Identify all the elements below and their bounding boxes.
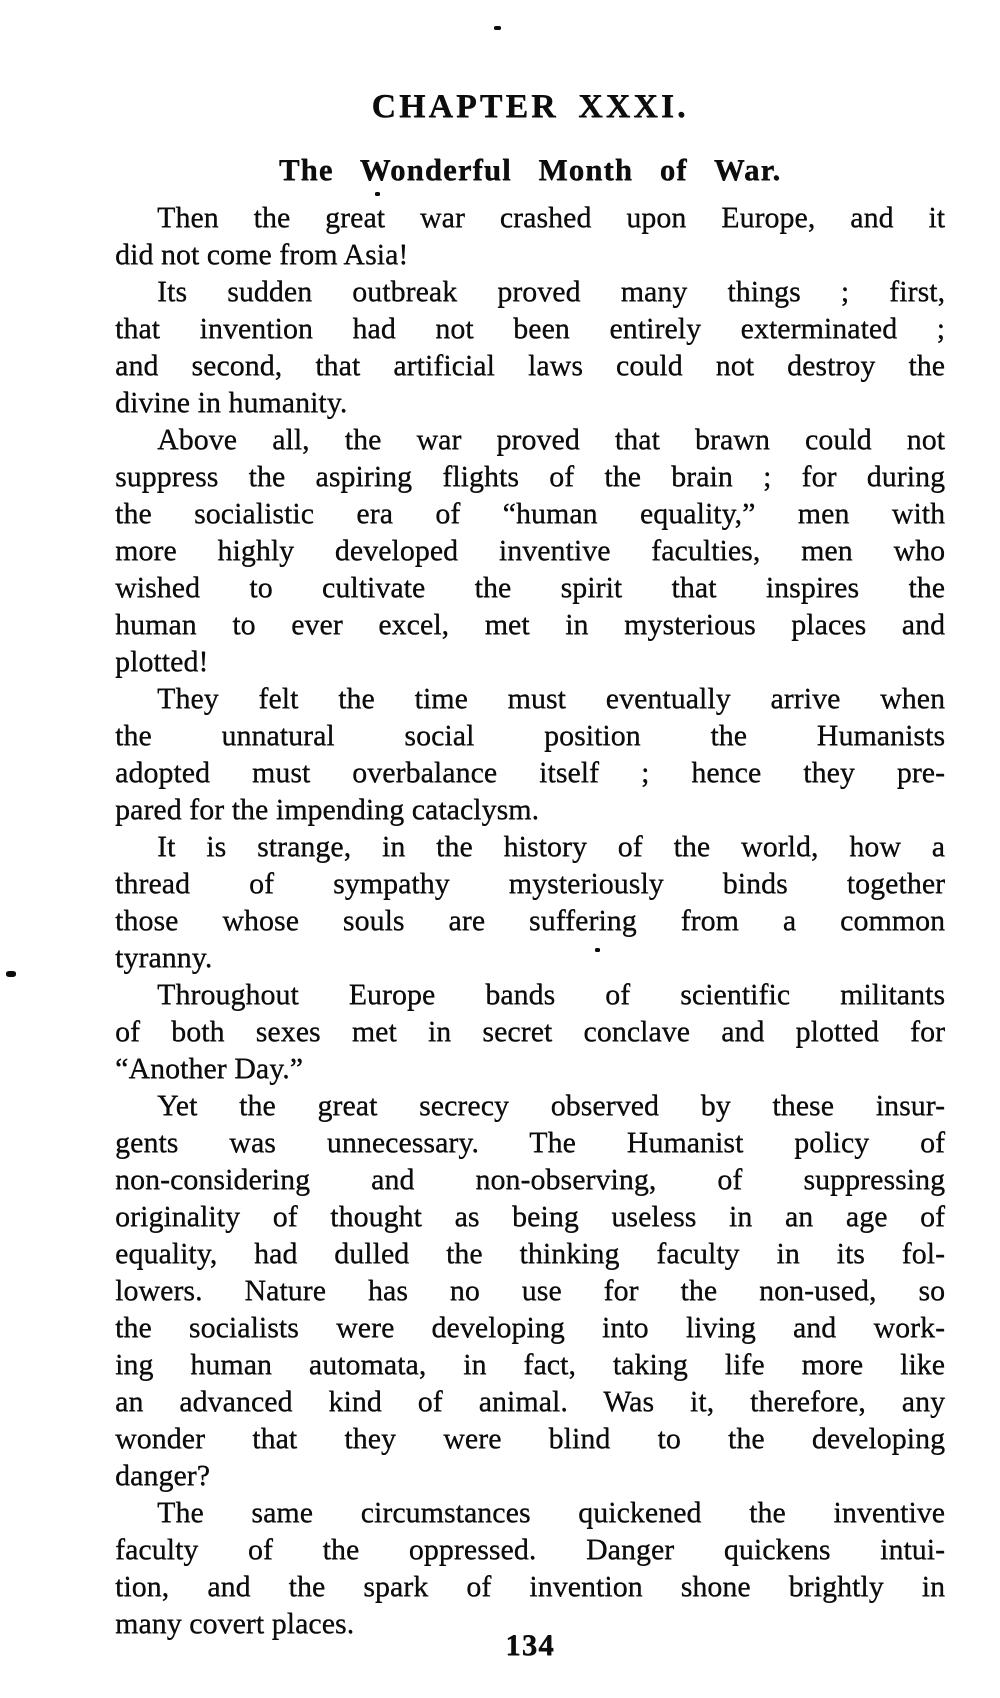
- text-line: and second, that artificial laws could not destroy the: [115, 349, 945, 382]
- text-line: wished to cultivate the spirit that inspires the: [115, 571, 945, 604]
- paragraph: [115, 421, 945, 680]
- paragraph: [115, 680, 945, 828]
- scan-speck: [494, 26, 501, 30]
- paragraph: [115, 976, 945, 1087]
- chapter-subtitle: The Wonderful Month of War.: [278, 152, 782, 187]
- text-line: thread of sympathy mysteriously binds together: [115, 867, 945, 900]
- paragraph: [115, 273, 945, 421]
- scan-speck: [595, 948, 600, 952]
- text-line: adopted must overbalance itself ; hence they pre-: [115, 756, 945, 789]
- text-line: Throughout Europe bands of scientific militants: [157, 978, 945, 1011]
- text-line: tion, and the spark of invention shone brightly in: [115, 1570, 945, 1603]
- paragraph: [115, 1087, 945, 1494]
- text-line: non-considering and non-observing, of suppressing: [115, 1163, 945, 1196]
- chapter-heading: CHAPTER XXXI.: [371, 88, 689, 125]
- text-line: the socialists were developing into living and work-: [115, 1311, 945, 1344]
- text-line: Yet the great secrecy observed by these insur-: [157, 1089, 945, 1122]
- text-line: the unnatural social position the Humanists: [115, 719, 945, 752]
- text-line: wonder that they were blind to the developing: [115, 1422, 945, 1455]
- paragraph: [115, 828, 945, 976]
- text-line: faculty of the oppressed. Danger quickens intui-: [115, 1533, 945, 1566]
- text-line: suppress the aspiring flights of the brain ; for during: [115, 460, 945, 493]
- scan-speck: [6, 971, 16, 977]
- text-line: plotted!: [115, 645, 209, 678]
- text-line: ing human automata, in fact, taking life more like: [115, 1348, 945, 1381]
- text-line: originality of thought as being useless in an age of: [115, 1200, 945, 1233]
- text-line: Then the great war crashed upon Europe, and it: [157, 201, 945, 234]
- text-line: pared for the impending cataclysm.: [115, 793, 540, 826]
- text-line: many covert places.: [115, 1607, 355, 1640]
- text-line: of both sexes met in secret conclave and plotted for: [115, 1015, 945, 1048]
- page-number: 134: [505, 1627, 555, 1662]
- text-line: Its sudden outbreak proved many things ; first,: [157, 275, 945, 308]
- text-line: gents was unnecessary. The Humanist policy of: [115, 1126, 945, 1159]
- text-line: danger?: [115, 1459, 210, 1492]
- text-line: those whose souls are suffering from a common: [115, 904, 945, 937]
- text-line: the socialistic era of “human equality,” men with: [115, 497, 945, 530]
- text-line: divine in humanity.: [115, 386, 348, 419]
- text-line: that invention had not been entirely exterminated ;: [115, 312, 945, 345]
- text-line: more highly developed inventive faculties, men who: [115, 534, 945, 567]
- text-line: lowers. Nature has no use for the non-used, so: [115, 1274, 945, 1307]
- text-line: human to ever excel, met in mysterious places and: [115, 608, 945, 641]
- text-line: It is strange, in the history of the world, how a: [157, 830, 945, 863]
- text-line: They felt the time must eventually arrive when: [157, 682, 945, 715]
- text-line: tyranny.: [115, 941, 213, 974]
- text-line: an advanced kind of animal. Was it, therefore, any: [115, 1385, 945, 1418]
- text-line: equality, had dulled the thinking faculty in its fol-: [115, 1237, 945, 1270]
- paragraph: [115, 199, 945, 273]
- text-line: did not come from Asia!: [115, 238, 409, 271]
- paragraph: [115, 1494, 945, 1642]
- body-text: [115, 199, 945, 1642]
- scan-speck: [375, 192, 380, 196]
- text-line: The same circumstances quickened the inventive: [157, 1496, 945, 1529]
- text-line: “Another Day.”: [115, 1052, 303, 1085]
- text-line: Above all, the war proved that brawn could not: [157, 423, 945, 456]
